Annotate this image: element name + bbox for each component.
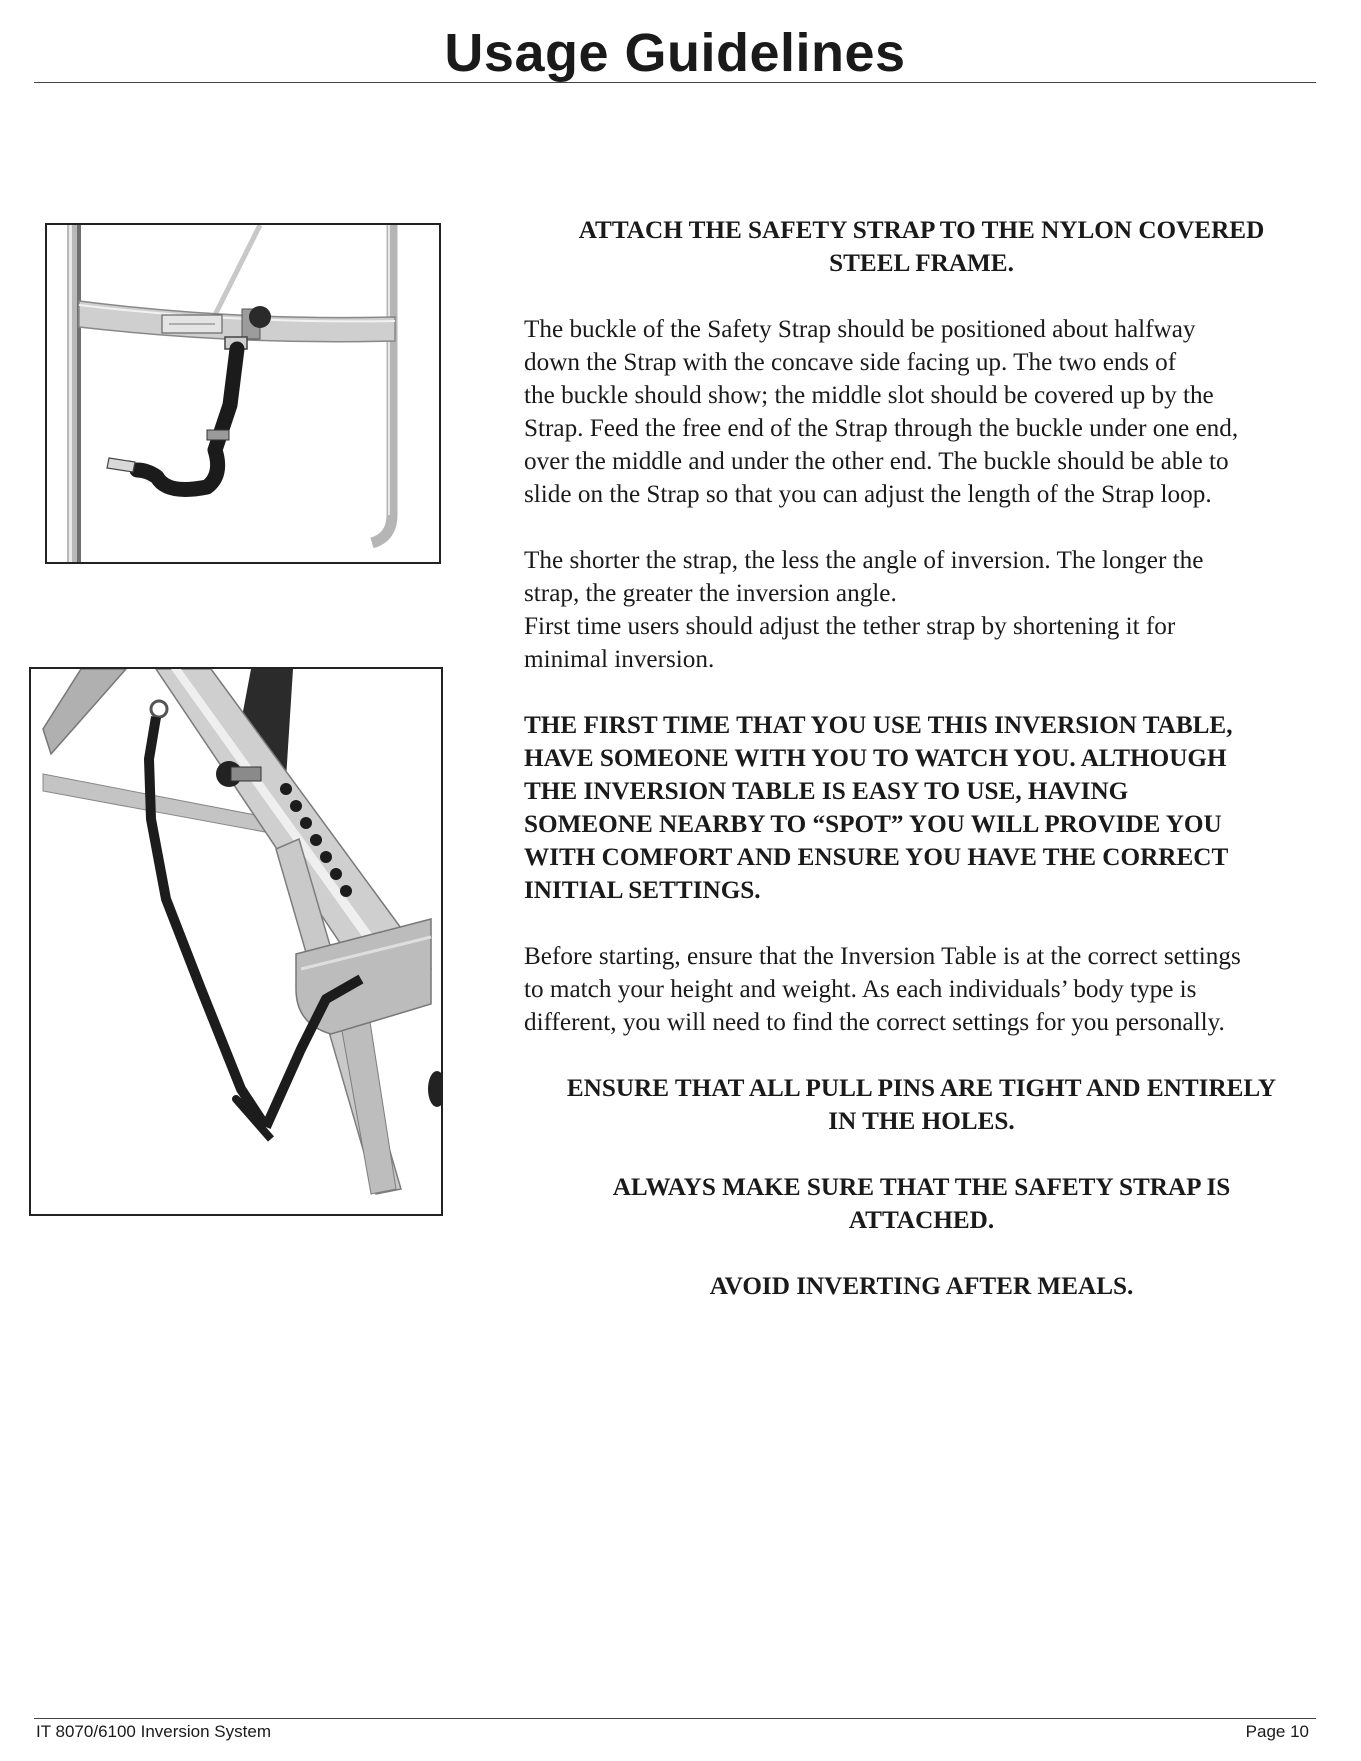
paragraph-strap-length: [524, 544, 1319, 676]
footer-divider: [34, 1718, 1316, 1719]
text-line: THE FIRST TIME THAT YOU USE THIS INVERSION TABLE,: [524, 712, 1233, 739]
heading-safety-strap: [524, 1171, 1319, 1237]
text-line: The buckle of the Safety Strap should be positioned about halfway: [524, 316, 1196, 343]
warning-first-time: [524, 709, 1319, 907]
text-line: ENSURE THAT ALL PULL PINS ARE TIGHT AND ENTIRELY: [566, 1075, 1277, 1102]
heading-pull-pins: [524, 1072, 1319, 1138]
strap-and-pull-pin-photo: [29, 667, 443, 1216]
safety-strap-on-frame-photo: [45, 223, 441, 564]
text-line: WITH COMFORT AND ENSURE YOU HAVE THE CORRECT: [524, 844, 1229, 871]
text-line: INITIAL SETTINGS.: [524, 877, 761, 904]
heading-attach-strap: [524, 214, 1319, 280]
text-line: ATTACHED.: [848, 1207, 995, 1234]
title-divider: [34, 82, 1316, 83]
text-line: HAVE SOMEONE WITH YOU TO WATCH YOU. ALTHOUGH: [524, 745, 1227, 772]
text-line: AVOID INVERTING AFTER MEALS.: [709, 1273, 1134, 1300]
text-line: strap, the greater the inversion angle.: [524, 580, 897, 607]
page-title: Usage Guidelines: [444, 23, 906, 83]
heading-meals: [524, 1270, 1319, 1303]
text-line: minimal inversion.: [524, 646, 715, 673]
text-line: down the Strap with the concave side facing up. The two ends of: [524, 349, 1177, 376]
text-line: SOMEONE NEARBY TO “SPOT” YOU WILL PROVIDE YOU: [524, 811, 1222, 838]
text-line: different, you will need to find the correct settings for you personally.: [524, 1009, 1225, 1036]
paragraph-before-starting: [524, 940, 1319, 1039]
text-line: THE INVERSION TABLE IS EASY TO USE, HAVING: [524, 778, 1129, 805]
text-line: ATTACH THE SAFETY STRAP TO THE NYLON COVERED: [578, 217, 1265, 244]
text-line: to match your height and weight. As each individuals’ body type is: [524, 976, 1197, 1003]
text-line: slide on the Strap so that you can adjust the length of the Strap loop.: [524, 481, 1212, 508]
footer-product-name: IT 8070/6100 Inversion System: [36, 1722, 271, 1741]
text-line: Strap. Feed the free end of the Strap through the buckle under one end,: [524, 415, 1239, 442]
text-line: STEEL FRAME.: [829, 250, 1014, 277]
text-line: ALWAYS MAKE SURE THAT THE SAFETY STRAP IS: [612, 1174, 1231, 1201]
text-line: the buckle should show; the middle slot should be covered up by the: [524, 382, 1214, 409]
footer-page-number: Page 10: [1245, 1722, 1309, 1741]
instructions-column: [524, 214, 1319, 1303]
text-line: over the middle and under the other end. The buckle should be able to: [524, 448, 1229, 475]
paragraph-buckle: [524, 313, 1319, 511]
text-line: Before starting, ensure that the Inversion Table is at the correct settings: [524, 943, 1241, 970]
text-line: The shorter the strap, the less the angle of inversion. The longer the: [524, 547, 1204, 574]
text-line: First time users should adjust the tether strap by shortening it for: [524, 613, 1176, 640]
text-line: IN THE HOLES.: [828, 1108, 1015, 1135]
